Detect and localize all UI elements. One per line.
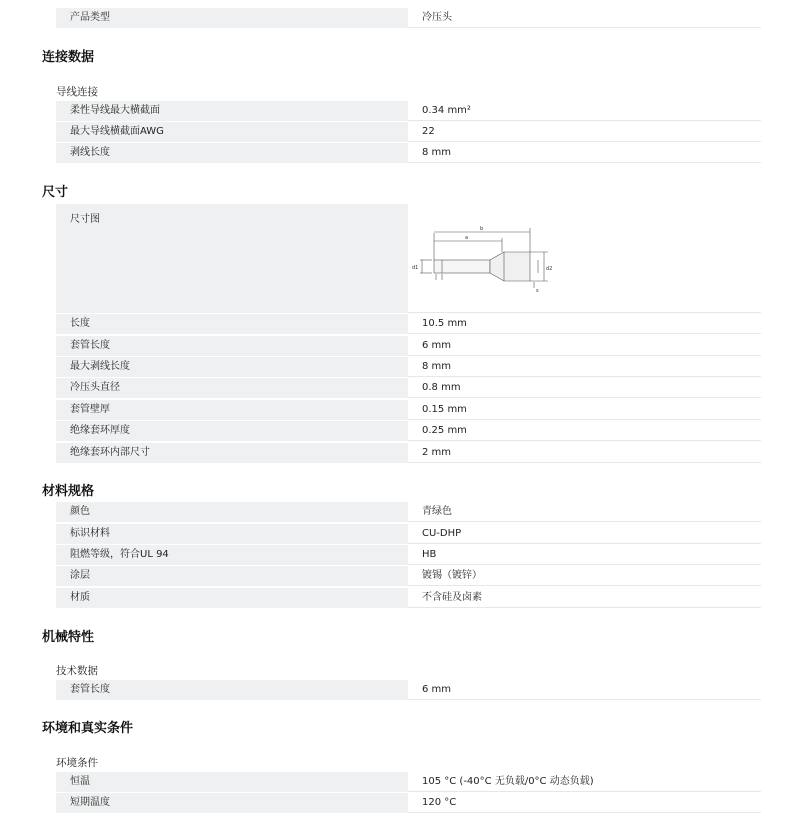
spec-label: 柔性导线最大横截面 (56, 101, 408, 121)
spec-label: 剥线长度 (56, 143, 408, 163)
spec-label: 颜色 (56, 502, 408, 522)
spec-label: 套管壁厚 (56, 400, 408, 420)
spec-label: 标识材料 (56, 524, 408, 544)
spec-value: 镀锡（镀锌） (408, 566, 761, 586)
spec-row (56, 545, 761, 566)
spec-row (56, 680, 761, 701)
spec-value: 不含硅及卤素 (408, 588, 761, 608)
spec-value: 0.8 mm (408, 378, 761, 398)
dimension-drawing (408, 204, 761, 313)
spec-value: 8 mm (408, 357, 761, 377)
spec-value: 105 °C (-40°C 无负载/0°C 动态负载) (408, 772, 761, 792)
spec-label: 套管长度 (56, 680, 408, 700)
spec-value: 0.15 mm (408, 400, 761, 420)
spec-row (56, 772, 761, 793)
drawing-mark-s: s (536, 288, 539, 294)
section-title-mechanical: 机械特性 (42, 630, 95, 645)
spec-value: 6 mm (408, 680, 761, 700)
spec-value: 10.5 mm (408, 314, 761, 334)
spec-label: 恒温 (56, 772, 408, 792)
spec-row (56, 566, 761, 587)
spec-row (56, 524, 761, 545)
spec-value: 6 mm (408, 336, 761, 356)
drawing-mark-d1: d1 (412, 265, 419, 271)
spec-value: 2 mm (408, 443, 761, 463)
spec-row (56, 588, 761, 609)
spec-row (56, 793, 761, 814)
drawing-mark-a: a (465, 235, 469, 241)
spec-row (56, 357, 761, 378)
spec-row (56, 314, 761, 335)
spec-value: 22 (408, 122, 761, 142)
subsection-title-environment-conditions: 环境条件 (56, 757, 98, 769)
spec-label: 绝缘套环厚度 (56, 421, 408, 441)
spec-value: 0.34 mm² (408, 101, 761, 121)
spec-row (56, 101, 761, 122)
ferrule-drawing (408, 204, 761, 313)
section-title-connection: 连接数据 (42, 50, 95, 65)
spec-row (56, 336, 761, 357)
spec-row (56, 502, 761, 523)
spec-label: 材质 (56, 588, 408, 608)
spec-value: 0.25 mm (408, 421, 761, 441)
spec-label: 阻燃等级，符合UL 94 (56, 545, 408, 565)
spec-label: 产品类型 (56, 8, 408, 28)
spec-row-product-type (56, 8, 761, 29)
section-title-material: 材料规格 (42, 484, 95, 499)
spec-row (56, 143, 761, 164)
subsection-title-technical-data: 技术数据 (56, 665, 98, 677)
spec-label: 短期温度 (56, 793, 408, 813)
spec-label: 长度 (56, 314, 408, 334)
spec-label: 最大导线横截面AWG (56, 122, 408, 142)
section-title-environment: 环境和真实条件 (42, 721, 134, 736)
spec-label: 尺寸图 (56, 204, 408, 313)
spec-label: 涂层 (56, 566, 408, 586)
spec-row (56, 443, 761, 464)
spec-value: 120 °C (408, 793, 761, 813)
spec-value: 青绿色 (408, 502, 761, 522)
spec-label: 冷压头直径 (56, 378, 408, 398)
spec-label: 绝缘套环内部尺寸 (56, 443, 408, 463)
spec-label: 套管长度 (56, 336, 408, 356)
spec-value: 冷压头 (408, 8, 761, 28)
spec-row (56, 122, 761, 143)
spec-row (56, 400, 761, 421)
spec-value: HB (408, 545, 761, 565)
spec-value: CU-DHP (408, 524, 761, 544)
spec-value: 8 mm (408, 143, 761, 163)
drawing-mark-d2: d2 (546, 266, 553, 272)
subsection-title-wire-connection: 导线连接 (56, 86, 98, 98)
spec-label: 最大剥线长度 (56, 357, 408, 377)
spec-row (56, 378, 761, 399)
spec-row-dimension-drawing (56, 204, 761, 313)
spec-row (56, 421, 761, 442)
section-title-dimensions: 尺寸 (42, 185, 69, 200)
drawing-mark-b: b (480, 226, 484, 232)
